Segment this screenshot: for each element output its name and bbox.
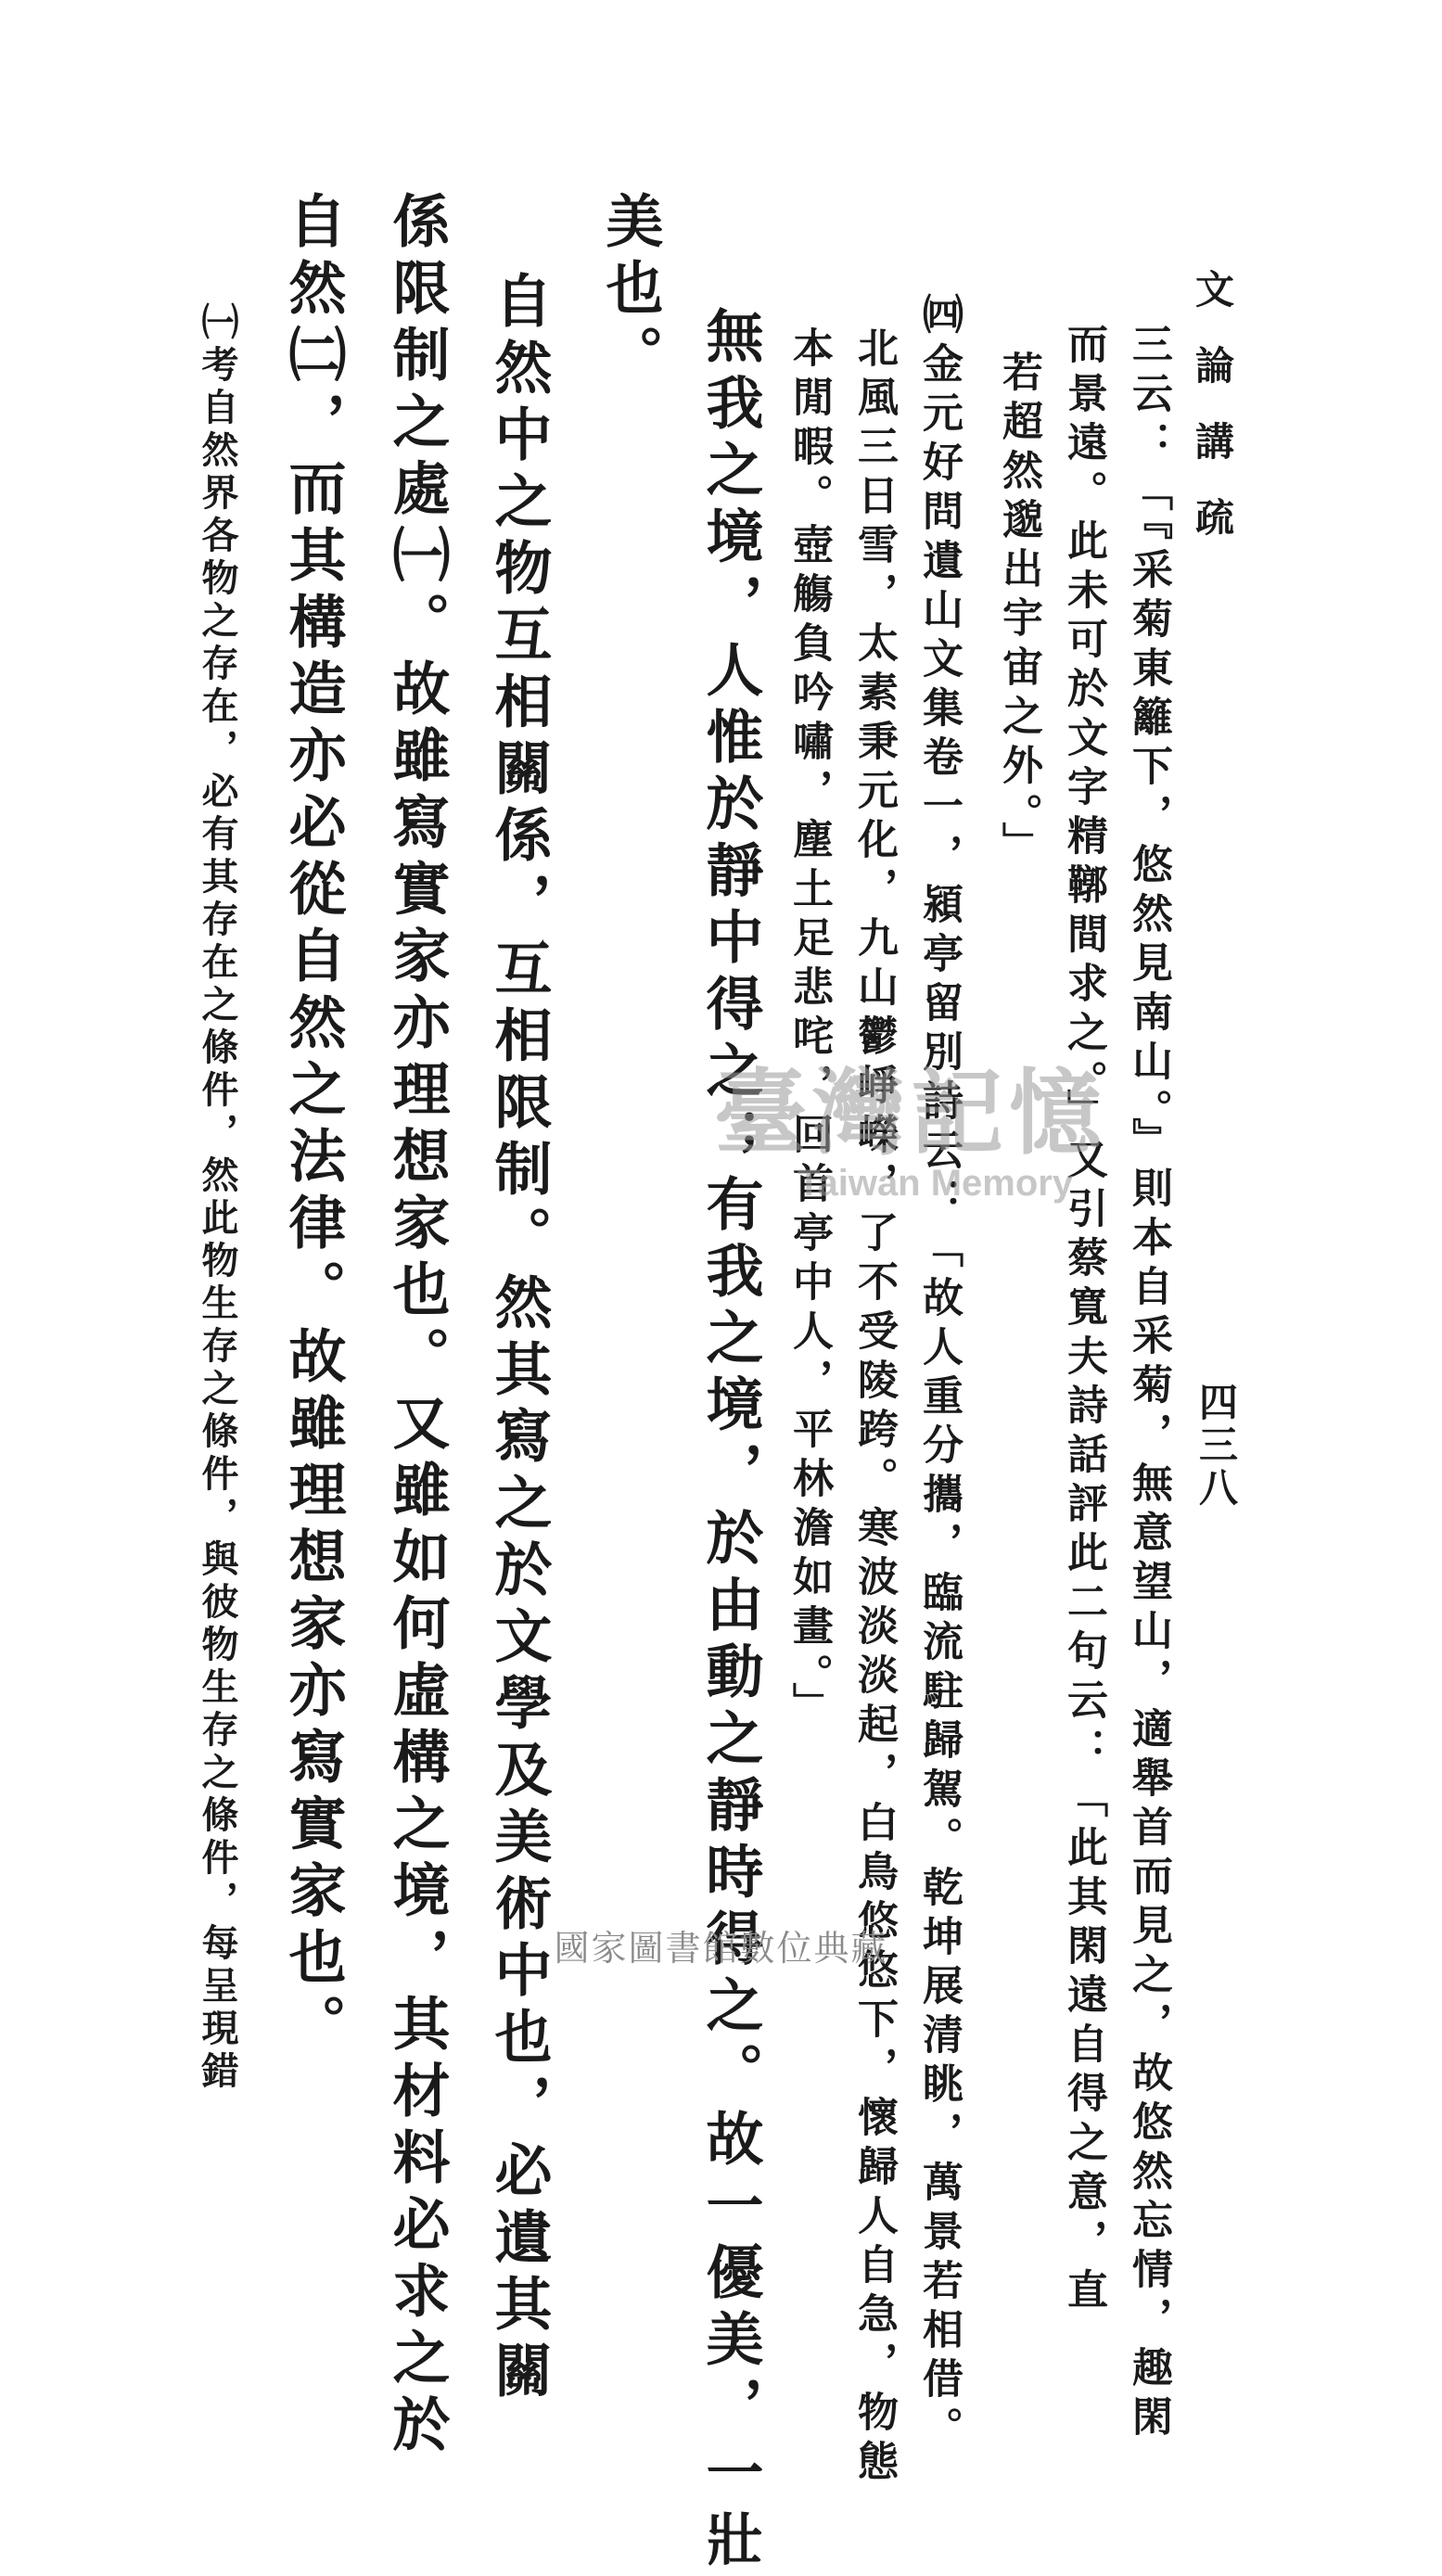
text-column-10: 係限制之處㈠。故雖寫實家亦理想家也。又雖如何虛構之境，其材料必求之於 [383,191,451,2461]
footer-credit: 國家圖書館數位典藏 [554,1928,888,1969]
text-column-9: 自然中之物互相關係，互相限制。然其寫之於文學及美術中也，必遺其關 [485,271,553,2407]
text-column-3: 若超然邈出宇宙之外。」 [995,351,1042,871]
text-column-6: 本閒暇。壺觴負吟嘯，塵土足悲咤，回首亭中人，平林澹如畫。」 [785,326,833,1731]
watermark [714,1039,1107,1205]
watermark-english: Taiwan Memory [798,1163,1074,1204]
text-column-4: ㈣金元好問遺山文集卷一，潁亭留別詩云：「故人重分攜，臨流駐歸駕。乾坤展清眺，萬景若相借。 [915,293,963,2455]
text-column-2: 而景遠。此未可於文字精鞹間求之。」又引蔡寬夫詩話評此二句云：「此其閑遠自得之意，直 [1060,323,1107,2317]
footnote-column: ㈠考自然界各物之存在，必有其存在之條件，然此物生存之條件，與彼物生存之條件，每呈現錯 [196,302,239,2094]
text-column-5: 北風三日雪，太素秉元化，九山鬱崢嶸，了不受陵跨。寒波淡淡起，白鳥悠悠下，懷歸人自急，物態 [850,326,898,2489]
text-column-7: 無我之境，人惟於靜中得之；有我之境，於由動之靜時得之。故一優美，一壯 [696,306,764,2576]
text-column-8: 美也。 [596,191,664,391]
watermark-chinese: 臺灣記憶 [714,1058,1107,1167]
running-header-page-number: 四三八 [1193,1382,1239,1510]
text-column-1: 三云：「『采菊東籬下，悠然見南山。』則本自采菊，無意望山，適舉首而見之，故悠然忘情，趣閑 [1125,323,1172,2444]
text-column-11: 自然㈡，而其構造亦必從自然之法律。故雖理想家亦寫實家也。 [279,191,347,2060]
running-header-title: 文論講疏 [1190,269,1235,573]
